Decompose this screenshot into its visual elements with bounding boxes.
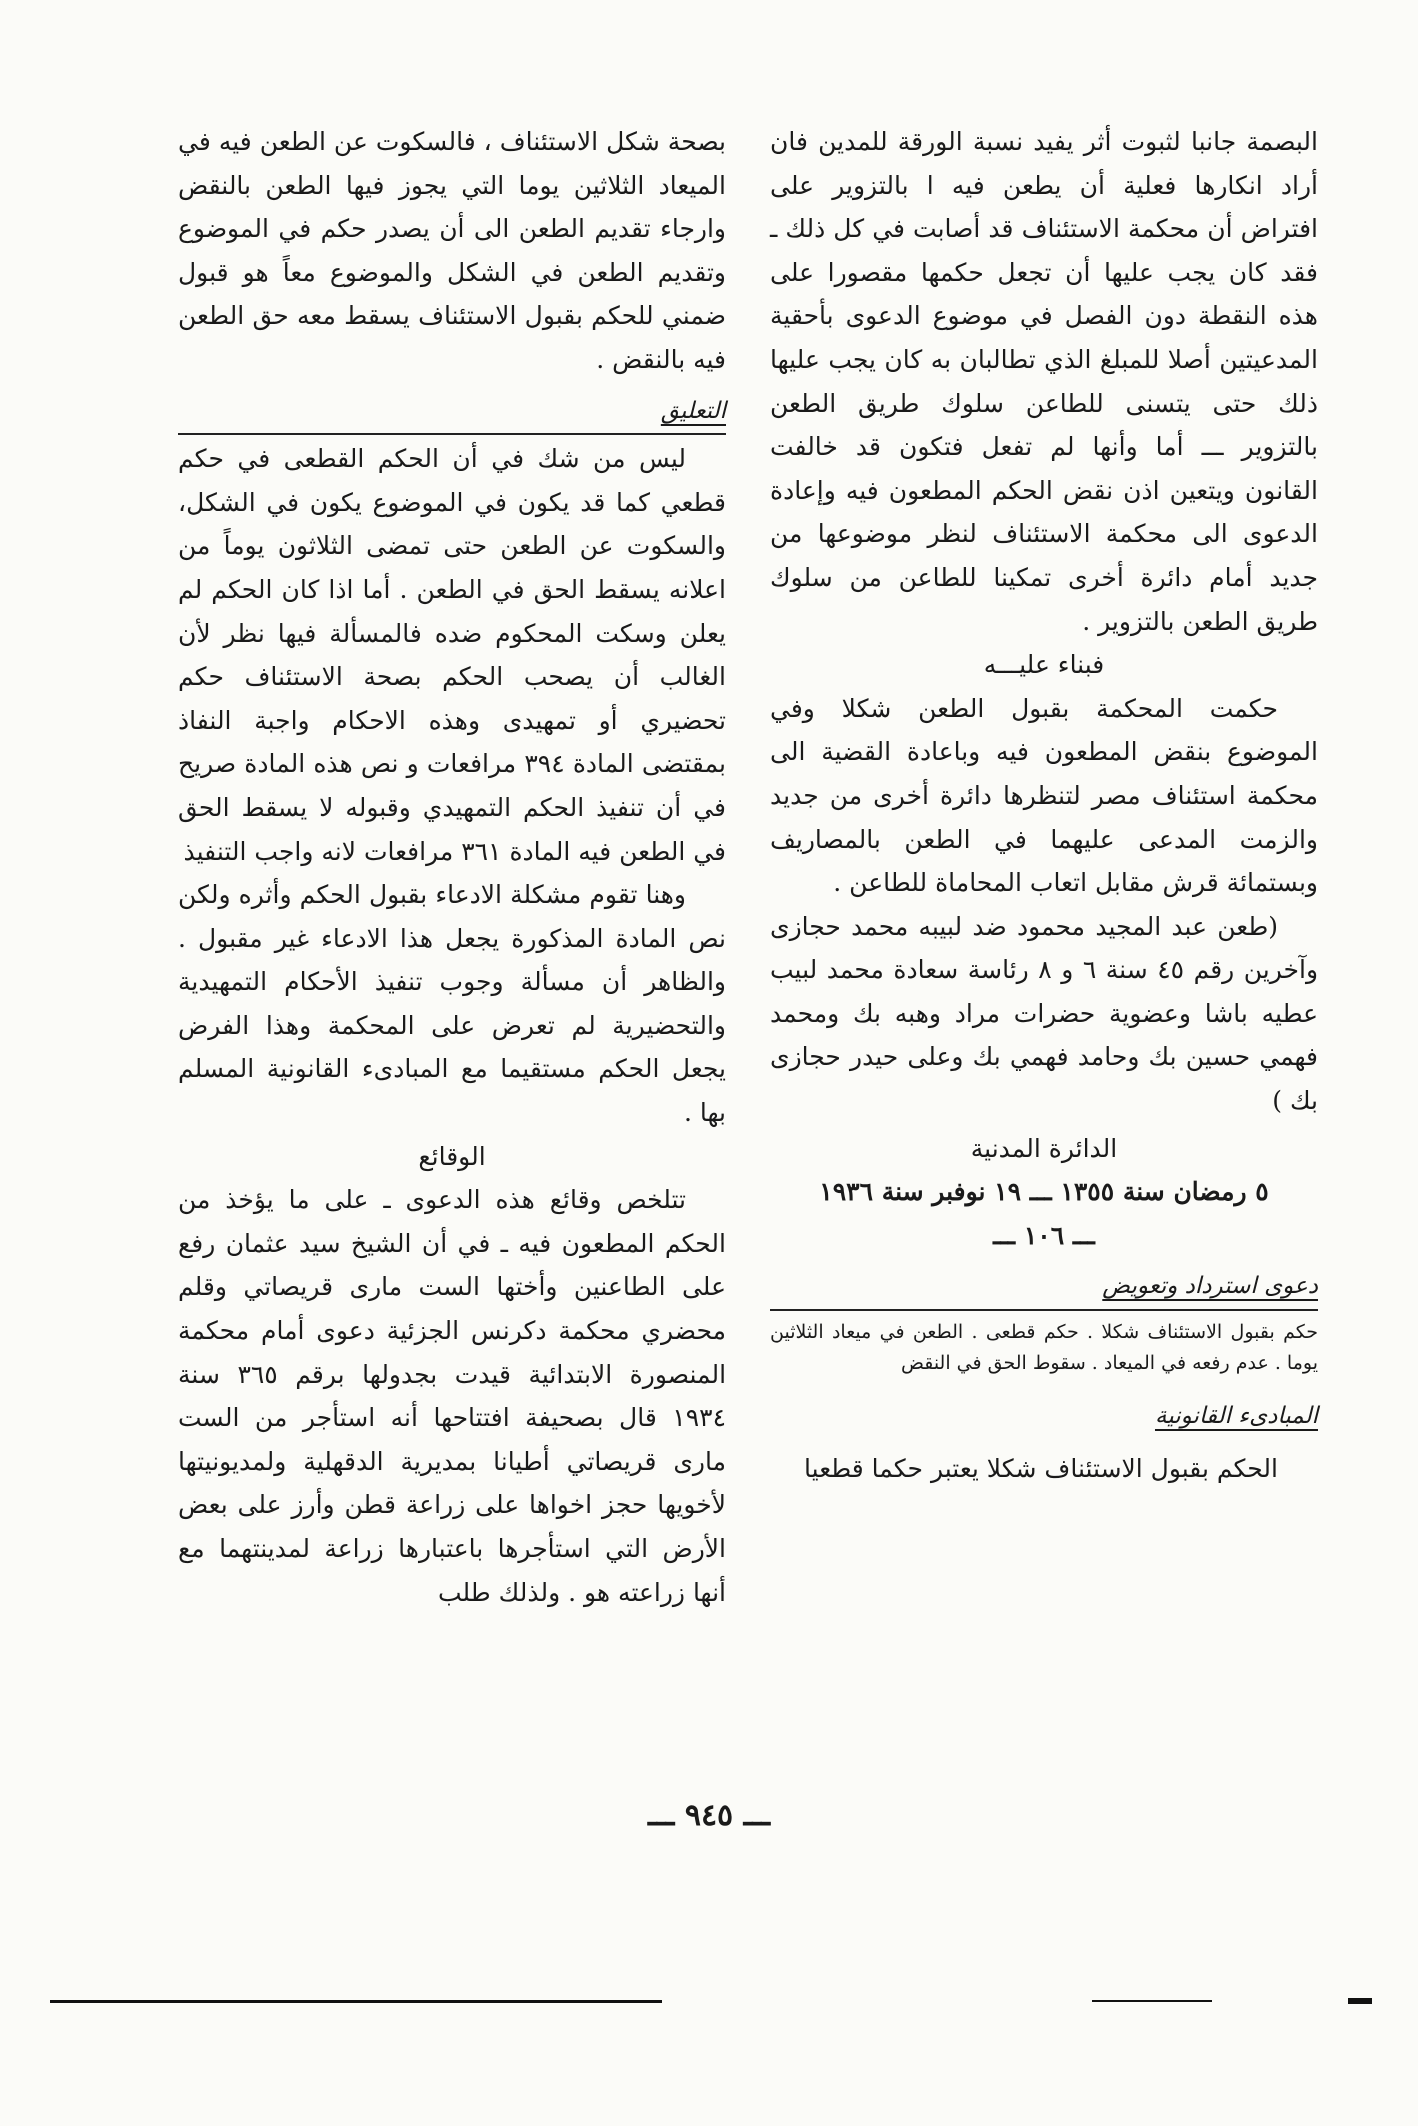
commentary-paragraph-2: وهنا تقوم مشكلة الادعاء بقبول الحكم وأثره ولكن نص المادة المذكورة يجعل هذا الادعاء غير مقبول . والظاهر أن مسألة وجوب تنفيذ الأحكام التمهيدية والتحضيرية لم تعرض على المحكمة وهذا الفرض يجعل الحكم مستقيما مع المبادىء القانونية المسلم بها .	[178, 880, 726, 1128]
commentary-heading: التعليق	[660, 397, 726, 424]
for-these-reasons-heading: فبناء عليـــه	[983, 650, 1105, 680]
principles-heading: المبادىء القانونية	[1154, 1403, 1318, 1430]
right-column	[770, 120, 1318, 1490]
continuation-text: بصحة شكل الاستئناف ، فالسكوت عن الطعن فيه في الميعاد الثلاثين يوما التي يجوز فيها الطعن بالنقض وارجاء تقديم الطعن الى أن يصدر حكم في الموضوع وتقديم الطعن في الشكل والموضوع معاً هو قبول ضمني للحكم بقبول الاستئناف يسقط معه حق الطعن فيه بالنقض .	[178, 127, 726, 374]
case-title: دعوى استرداد وتعويض	[1102, 1273, 1318, 1300]
date-line: ٥ رمضان سنة ١٣٥٥ ـــ ١٩ نوفبر سنة ١٩٣٦	[819, 1177, 1269, 1207]
case-summary: حكم بقبول الاستئناف شكلا . حكم قطعى . الطعن في ميعاد الثلاثين يوما . عدم رفعه في الميعاد . سقوط الحق في النقض	[770, 1309, 1318, 1379]
page-number: ـــ ٩٤٥ ـــ	[648, 1798, 770, 1833]
left-column	[178, 120, 726, 1614]
facts-heading: الوقائع	[418, 1141, 486, 1171]
case-reference: (طعن عبد المجيد محمود ضد لبيبه محمد حجازى وآخرين رقم ٤٥ سنة ٦ و ٨ رئاسة سعادة محمد لبيب عطيه باشا وعضوية حضرات مراد وهبه بك ومحمد فهمي حسين بك وحامد فهمي بك وعلى حيدر حجازى بك )	[770, 911, 1319, 1116]
circuit-heading: الدائرة المدنية	[970, 1133, 1118, 1163]
case-number: ـــ ١٠٦ ـــ	[993, 1220, 1095, 1250]
facts-text: تتلخص وقائع هذه الدعوى ـ على ما يؤخذ من الحكم المطعون فيه ـ في أن الشيخ سيد عثمان رفع على الطاعنين وأختها الست مارى قريصاتي وقلم محضري محكمة دكرنس الجزئية دعوى أمام محكمة المنصورة الابتدائية قيدت بجدولها برقم ٣٦٥ سنة ١٩٣٤ قال بصحيفة افتتاحها أنه استأجر من الست مارى قريصاتي أطيانا بمديرية الدقهلية ولمديونيتها لأخويها حجز اخواها على زراعة قطن وأرز على بعض الأرض التي استأجرها باعتبارها زراعة لمدينتهما مع أنها زراعته هو . ولذلك طلب	[178, 1185, 727, 1607]
commentary-paragraph-1: ليس من شك في أن الحكم القطعى في حكم قطعي كما قد يكون في الموضوع يكون في الشكل، والسكوت عن الطعن حتى تمضى الثلاثون يوماً من اعلانه يسقط الحق في الطعن . أما اذا كان الحكم لم يعلن وسكت المحكوم ضده فالمسألة فيها نظر لأن الغالب أن يصحب الحكم بصحة الاستئناف حكم تحضيري أو تمهيدى وهذه الاحكام واجبة النفاذ بمقتضى المادة ٣٩٤ مرافعات و نص هذه المادة صريح في أن تنفيذ الحكم التمهيدي وقبوله لا يسقط الحق في الطعن فيه المادة ٣٦١ مرافعات لانه واجب التنفيذ	[178, 433, 726, 873]
footer-mark	[1348, 1998, 1372, 2004]
ruling-text: حكمت المحكمة بقبول الطعن شكلا وفي الموضوع بنقض المطعون فيه وباعادة القضية الى محكمة استئناف مصر لتنظرها دائرة أخرى من جديد والزمت المدعى عليهما في الطعن بالمصاريف وبستمائة قرش مقابل اتعاب المحاماة للطاعن .	[770, 693, 1318, 898]
right-body-text: البصمة جانبا لثبوت أثر يفيد نسبة الورقة للمدين فان أراد انكارها فعلية أن يطعن فيه ا بالتزوير على افتراض أن محكمة الاستئناف قد أصابت في كل ذلك ـ فقد كان يجب عليها أن تجعل حكمها مقصورا على هذه النقطة دون الفصل في موضوع الدعوى بأحقية المدعيتين أصلا للمبلغ الذي تطالبان به كان يجب عليها ذلك حتى يتسنى للطاعن سلوك طريق الطعن بالتزوير ـــ أما وأنها لم تفعل فتكون قد خالفت القانون ويتعين اذن نقض الحكم المطعون فيه وإعادة الدعوى الى محكمة الاستئناف لنظر موضوعها من جديد أمام دائرة أخرى تمكينا للطاعن من سلوك طريق الطعن بالتزوير .	[770, 127, 1318, 636]
principle-start: الحكم بقبول الاستئناف شكلا يعتبر حكما قطعيا	[804, 1453, 1278, 1483]
footer-rule-left	[50, 2000, 662, 2003]
footer-rule-right	[1092, 2000, 1212, 2002]
